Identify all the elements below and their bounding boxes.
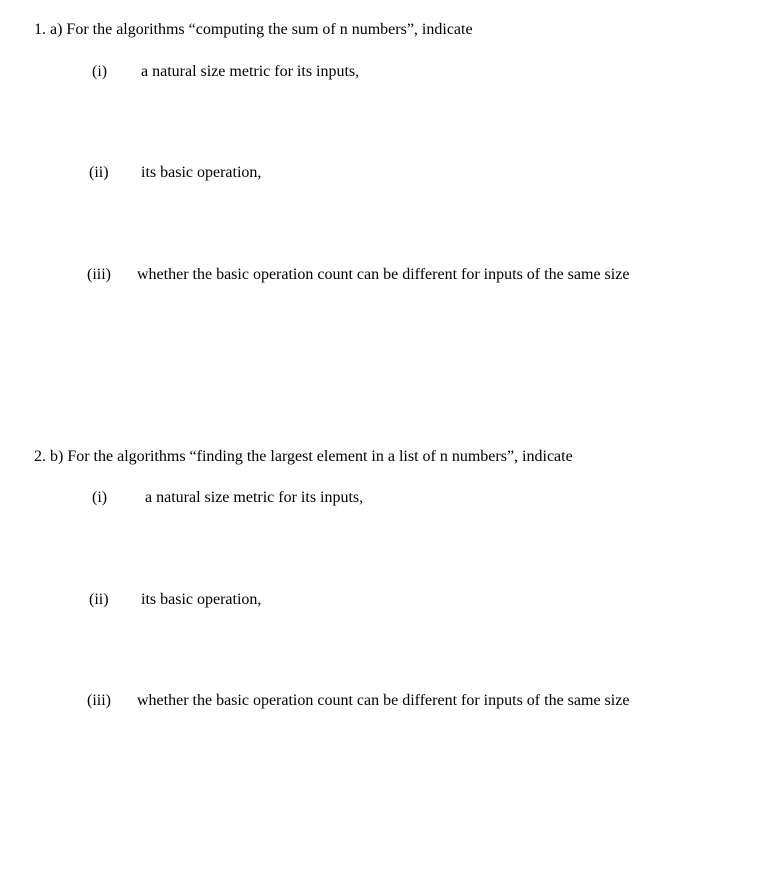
item-text: a natural size metric for its inputs, bbox=[141, 63, 360, 80]
item-text: its basic operation, bbox=[141, 164, 262, 181]
item-number: (iii) bbox=[87, 266, 111, 283]
item-number: (ii) bbox=[89, 164, 109, 181]
question-1-title: 1. a) For the algorithms “computing the sum of n numbers”, indicate bbox=[34, 21, 473, 38]
item-text: whether the basic operation count can be different for inputs of the same size bbox=[137, 692, 630, 709]
item-number: (i) bbox=[92, 63, 108, 80]
item-text: whether the basic operation count can be different for inputs of the same size bbox=[137, 266, 630, 283]
item-number: (ii) bbox=[89, 591, 109, 608]
item-text: a natural size metric for its inputs, bbox=[145, 489, 364, 506]
item-text: its basic operation, bbox=[141, 591, 262, 608]
item-number: (i) bbox=[92, 489, 108, 506]
question-2-title: 2. b) For the algorithms “finding the largest element in a list of n numbers”, indicate bbox=[34, 448, 573, 465]
item-number: (iii) bbox=[87, 692, 111, 709]
